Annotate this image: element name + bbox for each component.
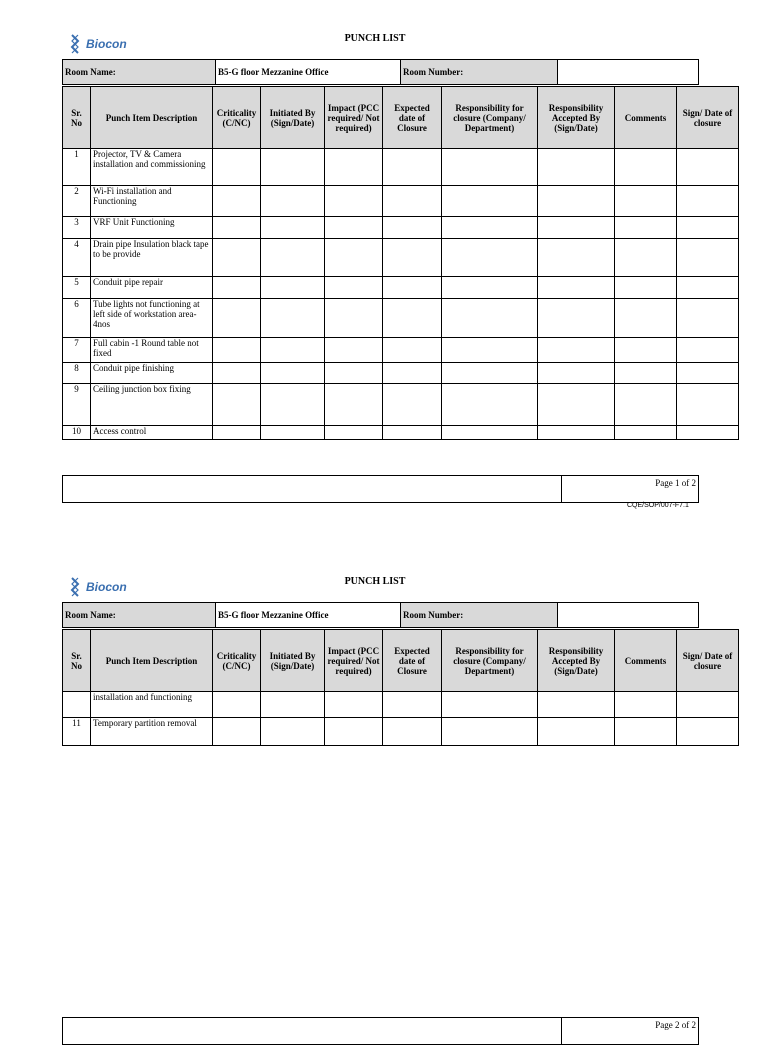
row-number: 2 (63, 186, 91, 217)
room-number-label: Room Number: (401, 603, 558, 628)
row-description: Wi-Fi installation and Functioning (91, 186, 213, 217)
table-row (63, 277, 739, 299)
table-row (63, 692, 739, 718)
room-number-value (558, 603, 699, 628)
row-number: 4 (63, 239, 91, 277)
row-number: 6 (63, 299, 91, 338)
page-number: Page 2 of 2 (562, 1018, 699, 1045)
row-description: Tube lights not functioning at left side of workstation area- 4nos (91, 299, 213, 338)
page-number: Page 1 of 2 (562, 476, 699, 503)
row-description: installation and functioning (91, 692, 213, 718)
row-number: 5 (63, 277, 91, 299)
row-description: Full cabin -1 Round table not fixed (91, 338, 213, 363)
room-info-table (62, 59, 699, 85)
row-number: 11 (63, 718, 91, 746)
table-row (63, 426, 739, 440)
header-description: Punch Item Description (91, 630, 213, 692)
header-sr: Sr. No (63, 630, 91, 692)
table-row (63, 239, 739, 277)
header-initiated: Initiated By (Sign/Date) (261, 87, 325, 149)
table-row (63, 149, 739, 186)
row-description: Temporary partition removal (91, 718, 213, 746)
row-description: Conduit pipe finishing (91, 363, 213, 384)
row-number: 1 (63, 149, 91, 186)
document-title: PUNCH LIST (344, 33, 406, 44)
header-accepted: Responsibility Accepted By (Sign/Date) (538, 87, 615, 149)
table-row (63, 186, 739, 217)
header-impact: Impact (PCC required/ Not required) (325, 630, 383, 692)
company-logo (68, 33, 127, 55)
biocon-logo-icon (68, 33, 84, 55)
header-criticality: Criticality (C/NC) (213, 87, 261, 149)
room-number-value (558, 60, 699, 85)
row-description: Drain pipe Insulation black tape to be provide (91, 239, 213, 277)
room-name-value: B5-G floor Mezzanine Office (216, 603, 401, 628)
row-number: 8 (63, 363, 91, 384)
header-comments: Comments (615, 87, 677, 149)
header-comments: Comments (615, 630, 677, 692)
header-initiated: Initiated By (Sign/Date) (261, 630, 325, 692)
page-footer (62, 1017, 699, 1045)
table-row (63, 299, 739, 338)
row-description: Ceiling junction box fixing (91, 384, 213, 426)
table-row (63, 718, 739, 746)
header-impact: Impact (PCC required/ Not required) (325, 87, 383, 149)
row-description: Conduit pipe repair (91, 277, 213, 299)
header-signdate: Sign/ Date of closure (677, 87, 739, 149)
logo-text: Biocon (86, 580, 127, 594)
row-description: VRF Unit Functioning (91, 217, 213, 239)
company-logo (68, 576, 127, 598)
room-number-label: Room Number: (401, 60, 558, 85)
room-name-value: B5-G floor Mezzanine Office (216, 60, 401, 85)
document-reference: CQE/SOP/007-F7.1 (627, 502, 689, 509)
punch-table (62, 629, 739, 746)
header-responsibility: Responsibility for closure (Company/ Department) (442, 630, 538, 692)
table-row (63, 384, 739, 426)
header-expected: Expected date of Closure (383, 87, 442, 149)
room-name-label: Room Name: (63, 603, 216, 628)
header-description: Punch Item Description (91, 87, 213, 149)
header-signdate: Sign/ Date of closure (677, 630, 739, 692)
row-description: Access control (91, 426, 213, 440)
document-title: PUNCH LIST (344, 576, 406, 587)
table-row (63, 363, 739, 384)
page-footer (62, 475, 699, 503)
header-sr: Sr. No (63, 87, 91, 149)
row-number: 3 (63, 217, 91, 239)
row-number (63, 692, 91, 718)
room-info-table (62, 602, 699, 628)
room-name-label: Room Name: (63, 60, 216, 85)
table-row (63, 338, 739, 363)
logo-text: Biocon (86, 37, 127, 51)
header-responsibility: Responsibility for closure (Company/ Department) (442, 87, 538, 149)
header-expected: Expected date of Closure (383, 630, 442, 692)
row-description: Projector, TV & Camera installation and commissioning (91, 149, 213, 186)
header-accepted: Responsibility Accepted By (Sign/Date) (538, 630, 615, 692)
punch-table (62, 86, 739, 440)
row-number: 9 (63, 384, 91, 426)
header-criticality: Criticality (C/NC) (213, 630, 261, 692)
row-number: 7 (63, 338, 91, 363)
biocon-logo-icon (68, 576, 84, 598)
row-number: 10 (63, 426, 91, 440)
table-row (63, 217, 739, 239)
